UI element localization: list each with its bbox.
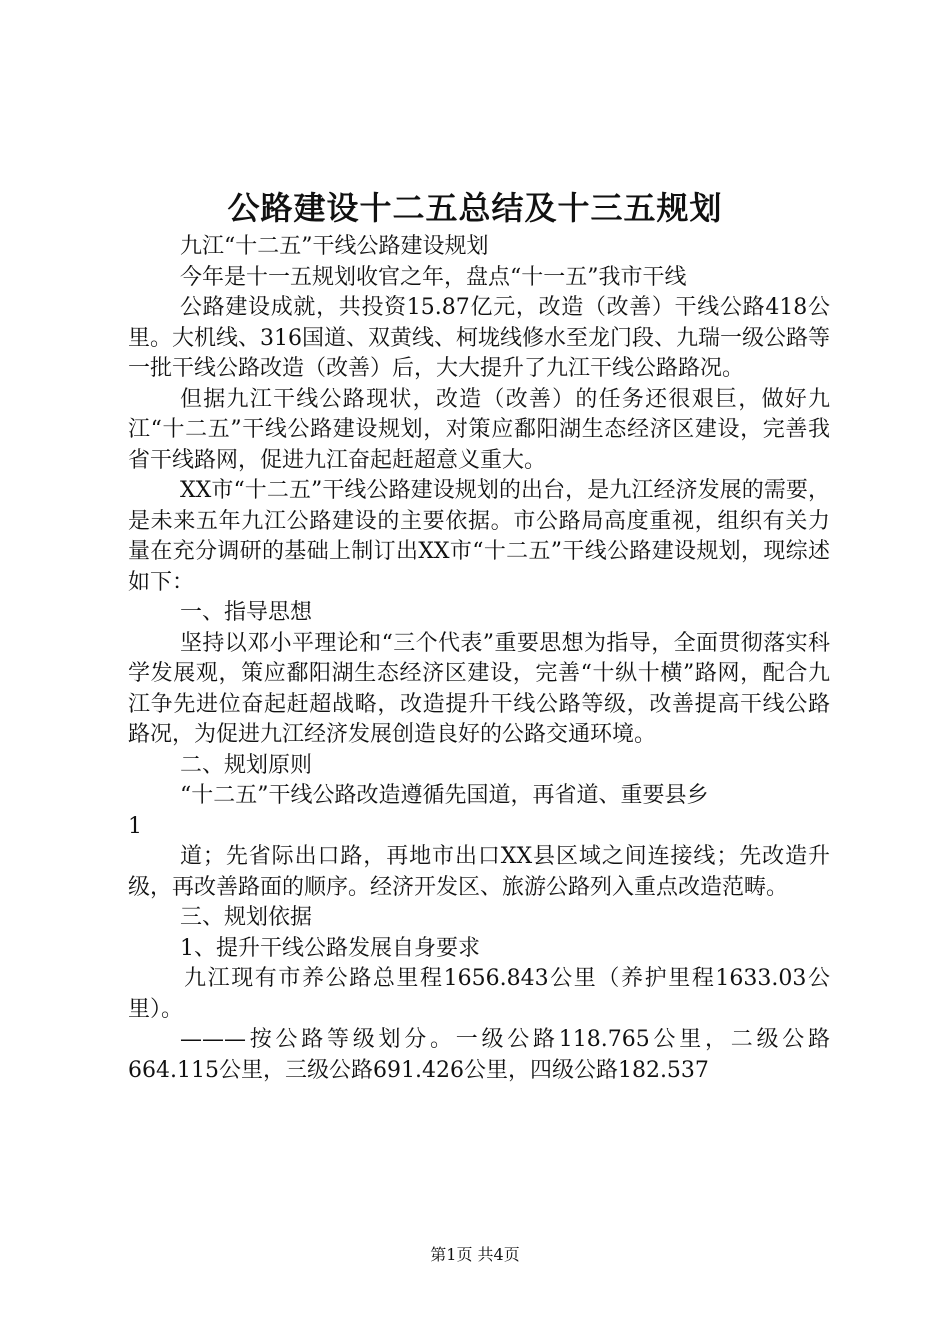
section-heading: 三、规划依据 xyxy=(180,905,313,930)
paragraph: 公路建设成就，共投资15.87亿元，改造（改善）干线公路418公里。大机线、316国道、双黄线、柯垅线修水至龙门段、九瑞一级公路等一批干线公路改造（改善）后，大大提升了九江干线公路路况。 xyxy=(128,295,830,381)
paragraph: “十二五”干线公路改造遵循先国道，再省道、重要县乡 xyxy=(180,783,709,808)
paragraph: 道；先省际出口路，再地市出口XX县区域之间连接线；先改造升级，再改善路面的顺序。经济开发区、旅游公路列入重点改造范畴。 xyxy=(128,844,830,900)
paragraph: 今年是十一五规划收官之年，盘点“十一五”我市干线 xyxy=(180,264,687,290)
section-heading: 一、指导思想 xyxy=(180,600,313,625)
paragraph-subtitle: 九江“十二五”干线公路建设规划 xyxy=(180,234,489,259)
paragraph: ———按公路等级划分。一级公路118.765公里，二级公路664.115公里，三级公路691.426公里，四级公路182.537 xyxy=(128,1027,830,1083)
subsection-heading: 1、提升干线公路发展自身要求 xyxy=(180,935,480,961)
section-heading: 二、规划原则 xyxy=(180,752,313,778)
paragraph: 坚持以邓小平理论和“三个代表”重要思想为指导，全面贯彻落实科学发展观，策应鄱阳湖生态经济区建设，完善“十纵十横”路网，配合九江争先进位奋起赶超战略，改造提升干线公路等级，改善提高干线公路路况，为促进九江经济发展创造良好的公路交通环境。 xyxy=(128,630,830,747)
document-body xyxy=(128,232,830,1086)
page-footer: 第1页 共4页 xyxy=(430,1245,520,1264)
inline-page-number: 1 xyxy=(128,813,142,839)
paragraph: 九江现有市养公路总里程1656.843公里（养护里程1633.03公里）。 xyxy=(128,966,830,1022)
paragraph: XX市“十二五”干线公路建设规划的出台，是九江经济发展的需要，是未来五年九江公路建设的主要依据。市公路局高度重视，组织有关力量在充分调研的基础上制订出XX市“十二五”干线公路建设规划，现综述如下： xyxy=(128,478,830,595)
page-title: 公路建设十二五总结及十三五规划 xyxy=(227,189,723,227)
paragraph: 但据九江干线公路现状，改造（改善）的任务还很艰巨，做好九江“十二五”干线公路建设规划，对策应鄱阳湖生态经济区建设，完善我省干线路网，促进九江奋起赶超意义重大。 xyxy=(128,386,830,473)
